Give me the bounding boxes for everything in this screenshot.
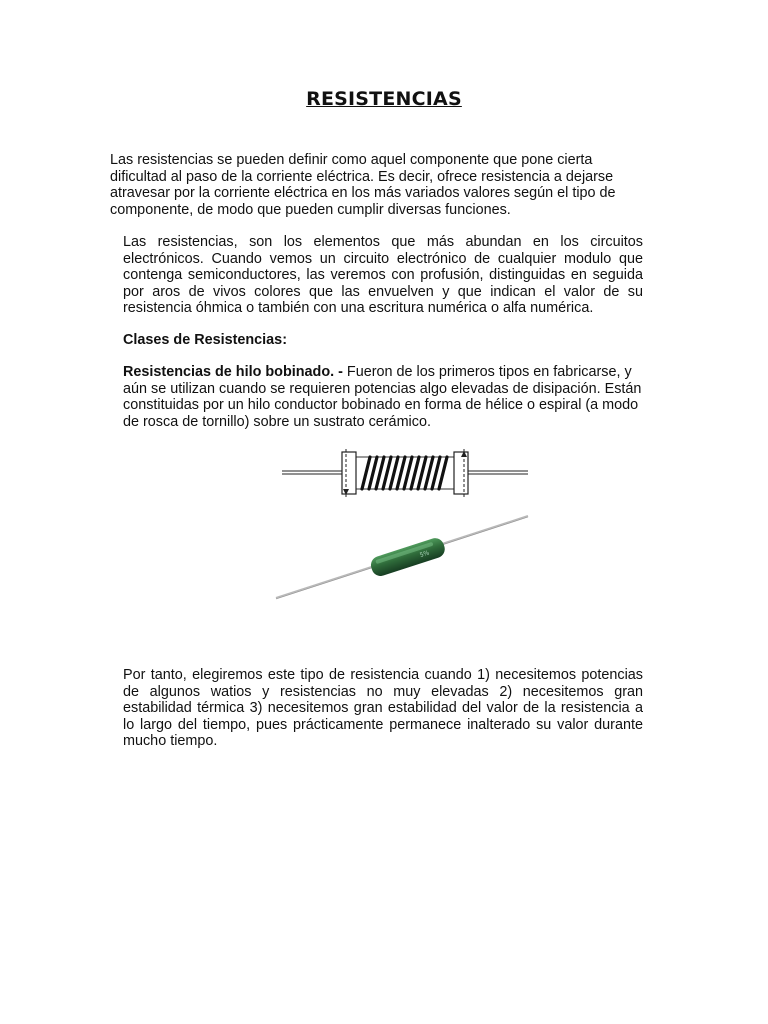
paragraph-wirewound — [123, 364, 643, 430]
document-title: RESISTENCIAS — [306, 88, 462, 110]
wirewound-resistor-photo-icon — [270, 510, 535, 608]
subsection-text: Fueron de los primeros tipos en fabricarse, y aún se utilizan cuando se requieren potencias algo elevadas de disipación. Están constituidas por un hilo conductor bobinado en forma de hélice o espiral (a modo de rosca de tornillo) sobre un sustrato cerámico. — [123, 364, 642, 430]
wirewound-resistor-diagram-icon — [280, 447, 530, 499]
paragraph-elements: Las resistencias, son los elementos que más abundan en los circuitos electrónicos. Cuando vemos un circuito electrónico de cualquier modulo que contenga semiconductores, las veremos con profusión, distinguidas en seguida por aros de vivos colores que las envuelven y que indican el valor de su resistencia óhmica o también con una escritura numérica o alfa numérica. — [123, 234, 643, 317]
section-heading: Clases de Resistencias: — [123, 332, 287, 348]
subsection-label: Resistencias de hilo bobinado. - — [123, 364, 343, 380]
intro-paragraph: Las resistencias se pueden definir como aquel componente que pone cierta dificultad al paso de la corriente eléctrica. Es decir, ofrece resistencia a dejarse atravesar por la corriente eléctrica en los más variados valores según el tipo de componente, de modo que pueden cumplir diversas funciones. — [110, 152, 616, 218]
paragraph-conclusion: Por tanto, elegiremos este tipo de resistencia cuando 1) necesitemos potencias de algunos watios y resistencias no muy elevadas 2) necesitemos gran estabilidad térmica 3) necesitemos gran estabilidad del valor de la resistencia a lo largo del tiempo, pues prácticamente permanece inalterado su valor durante mucho tiempo. — [123, 667, 643, 750]
svg-text:5%: 5% — [418, 549, 431, 560]
